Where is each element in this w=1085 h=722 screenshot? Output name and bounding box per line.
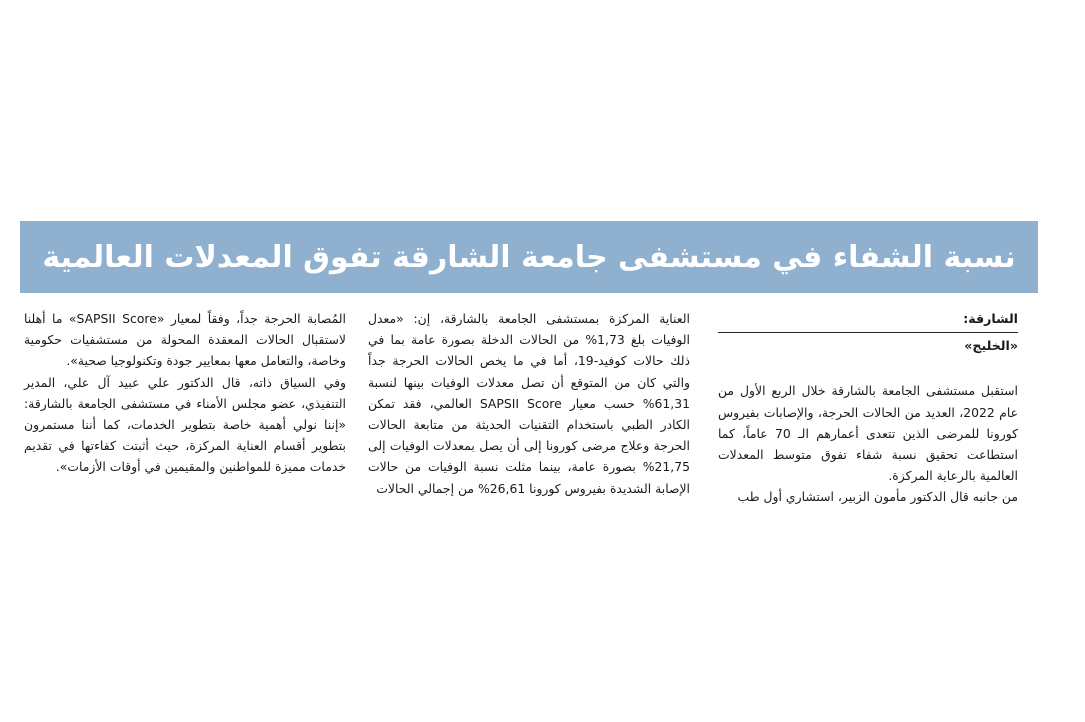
article-dateline: الشارقة: — [718, 308, 1018, 333]
article-headline: نسبة الشفاء في مستشفى جامعة الشارقة تفوق المعدلات العالمية — [42, 239, 1016, 275]
paragraph: وفي السياق ذاته، قال الدكتور علي عبيد آل علي، المدير التنفيذي، عضو مجلس الأمناء في مستشفى الجامعة بالشارقة: «إننا نولي أهمية خاصة بتطوير الخدمات، كما أننا مستمرون بتطوير أقسام العناية المركزة، حيث أثبتت كفاءتها في تقديم خدمات مميزة للمواطنين والمقيمين في أوقات الأزمات». — [24, 374, 346, 475]
paragraph: العناية المركزة بمستشفى الجامعة بالشارقة، إن: «معدل الوفيات بلغ 1,73% من الحالات الدخلة بصورة عامة بما في ذلك حالات كوفيد-19، أما في ما يخص الحالات الحرجة جداً والتي كان من المتوقع أن تصل معدلات الوفيات بينها لنسبة 61,31% حسب معيار SAPSII Score العالمي، فقد تمكن الكادر الطبي باستخدام التقنيات الحديثة من متابعة الحالات الحرجة وعلاج مرضى كورونا إلى أن يصل بمعدلات الوفيات إلى 21,75% بصورة عامة، بينما مثلت نسبة الوفيات من حالات الإصابة الشديدة بفيروس كورونا 26,61% من إجمالي الحالات — [368, 311, 690, 496]
article-source: «الخليج» — [964, 338, 1018, 354]
column-1-body — [718, 380, 1018, 507]
article-column-1 — [718, 308, 1018, 508]
paragraph: استقبل مستشفى الجامعة بالشارقة خلال الربع الأول من عام 2022، العديد من الحالات الحرجة، والإصابات بفيروس كورونا للمرضى الذين تتعدى أعمارهم الـ 70 عاماً، كما استطاعت تحقيق نسبة شفاء تفوق متوسط المعدلات العالمية بالرعاية المركزة. — [718, 383, 1018, 484]
article-column-3 — [24, 308, 346, 478]
headline-banner — [20, 221, 1038, 293]
paragraph: المُصابة الحرجة جداً، وفقاً لمعيار «SAPSII Score» ما أهلنا لاستقبال الحالات المعقدة المحولة من مستشفيات حكومية وخاصة، والتعامل معها بمعايير جودة وتكنولوجيا صحية». — [24, 311, 346, 369]
article-column-2 — [368, 308, 690, 499]
paragraph: من جانبه قال الدكتور مأمون الزبير، استشاري أول طب — [737, 489, 1018, 505]
